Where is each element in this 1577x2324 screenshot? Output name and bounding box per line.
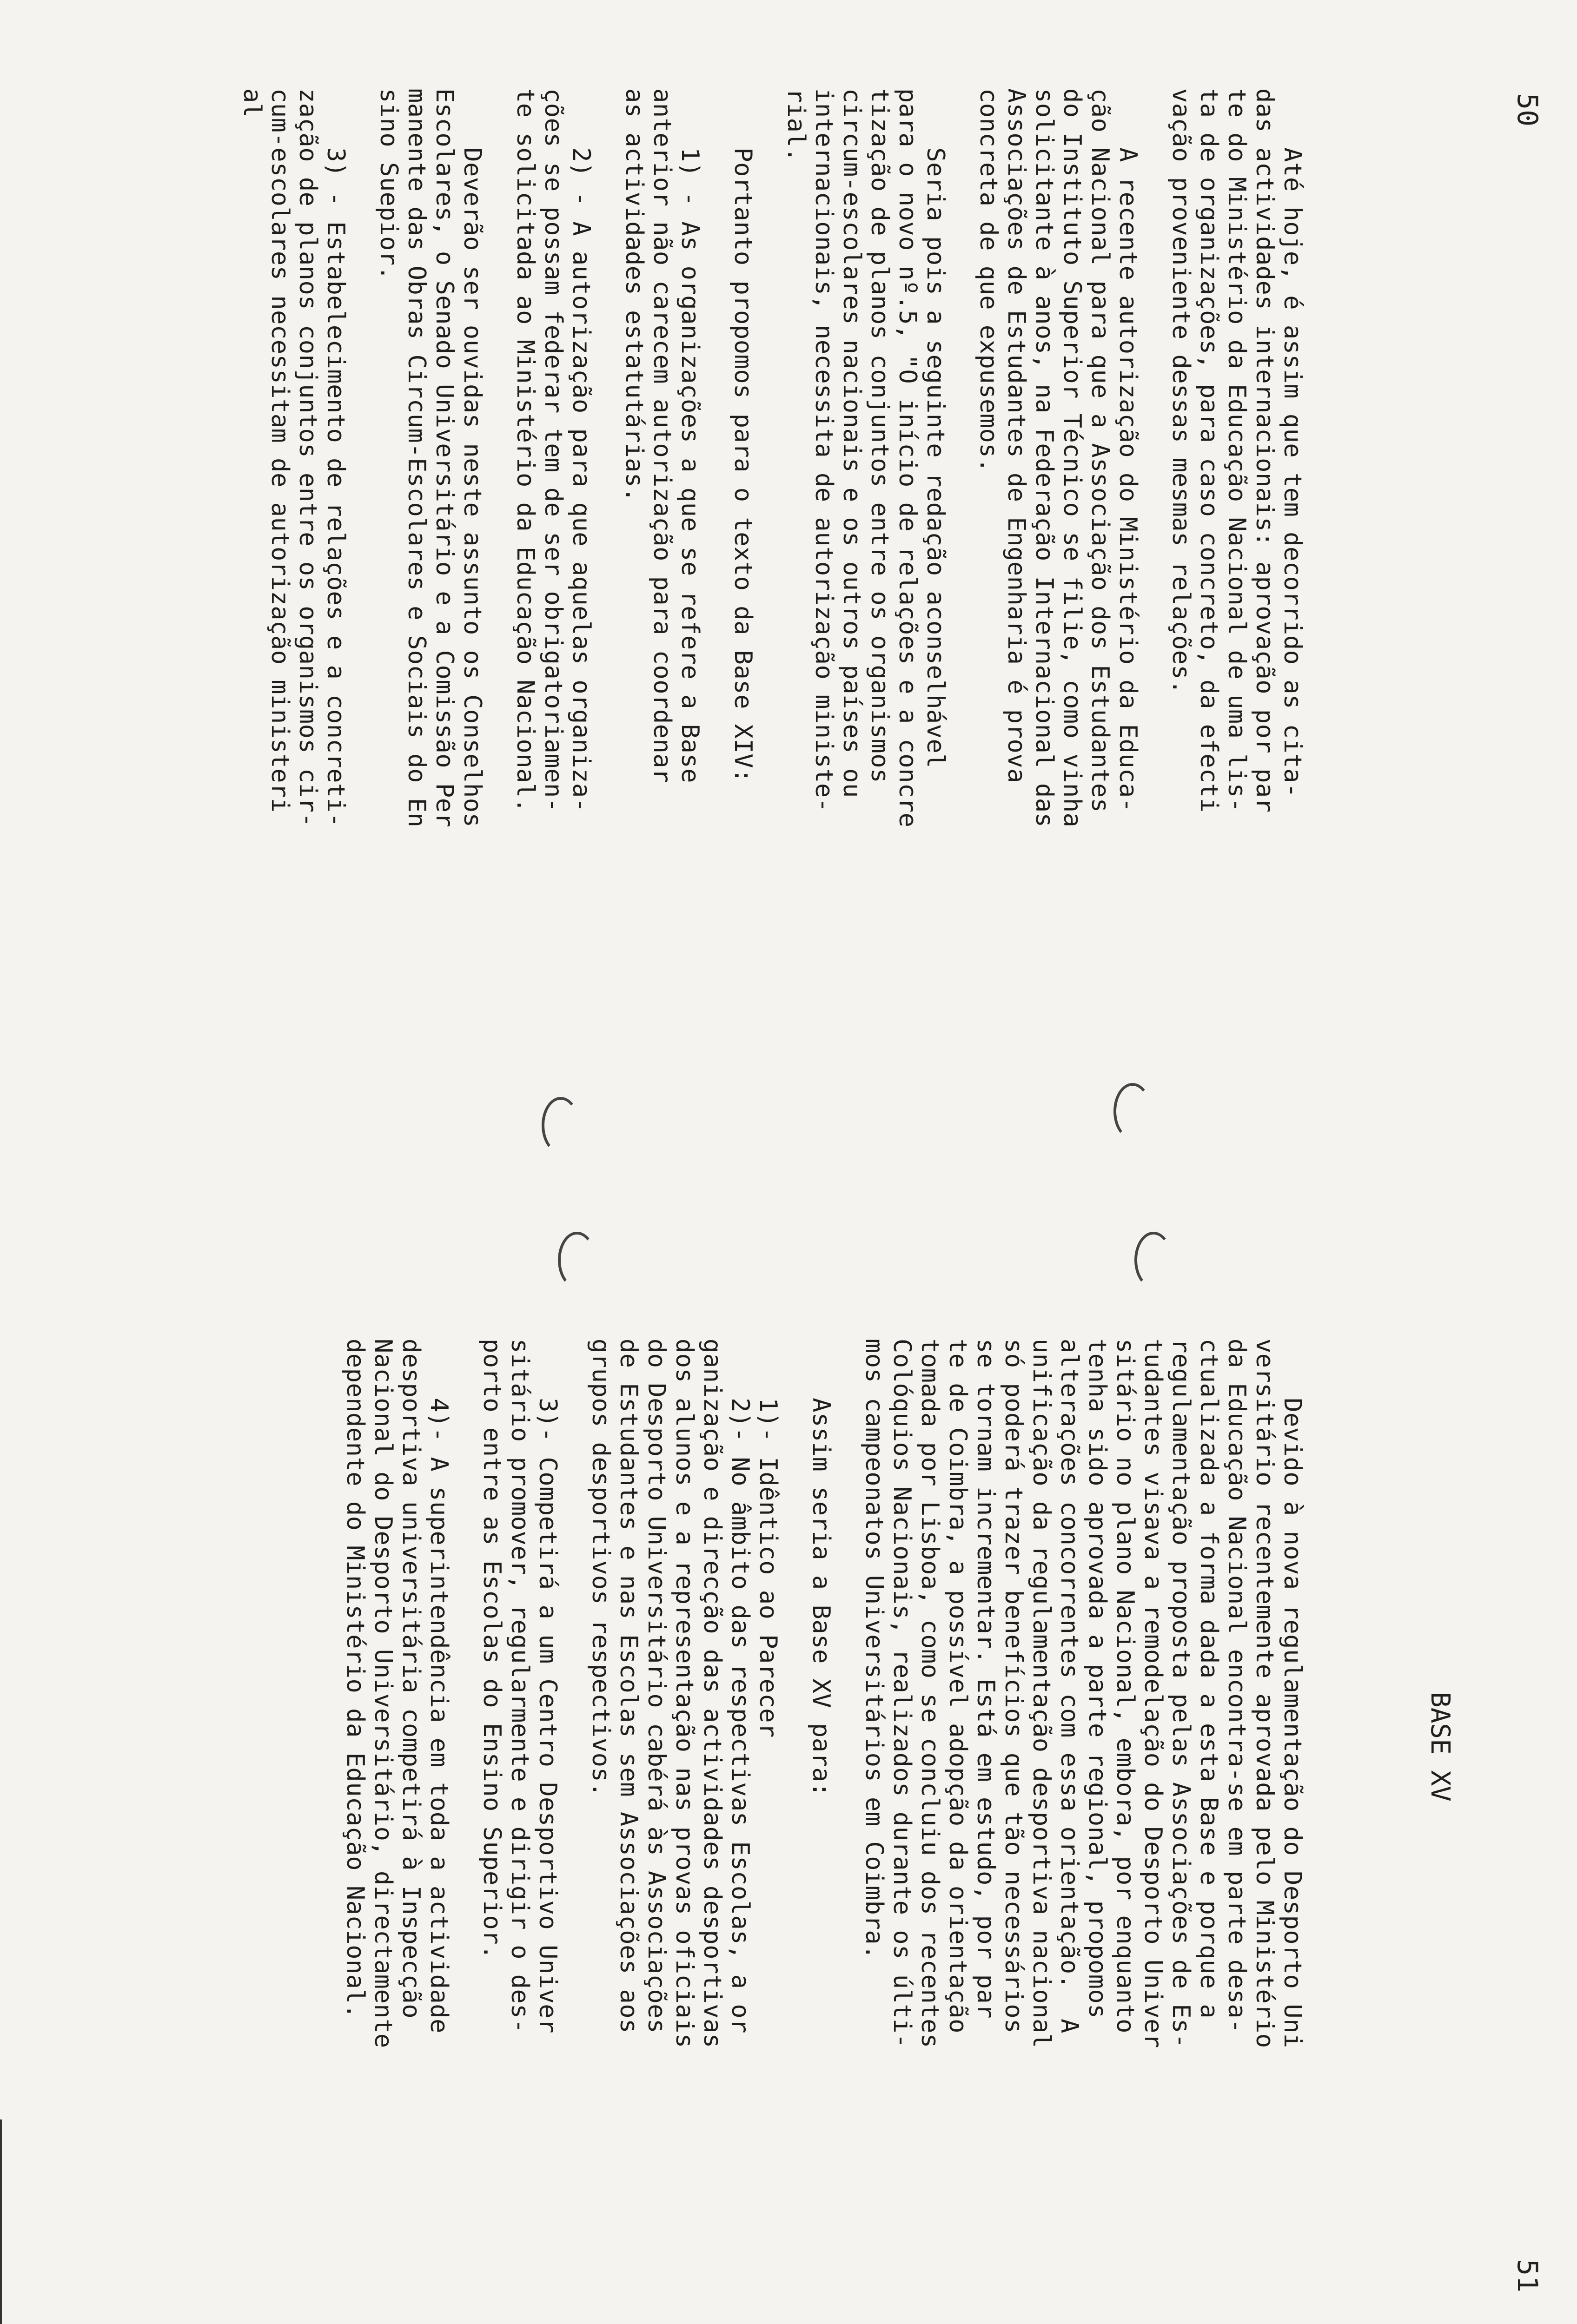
punch-hole-mark — [1134, 1232, 1173, 1288]
paragraph-gap — [562, 1339, 587, 2048]
text-line: ção Nacional para que a Associação dos Estudantes — [1086, 88, 1114, 813]
text-line: 2) - A autorização para que aquelas organiza- — [567, 88, 595, 813]
text-line: te solicitada ao Ministério da Educação Nacional. — [511, 88, 539, 813]
page-number: 50 — [1511, 93, 1544, 127]
text-line: vação proveniente dessas mesmas relações. — [1167, 88, 1195, 695]
text-line: al — [238, 88, 266, 118]
text-line: circum-escolares nacionais e os outros países ou — [838, 88, 866, 798]
text-line: te do Ministério da Educação Nacional de uma lis- — [1223, 88, 1251, 813]
text-line: Colóquios Nacionais, realizados durante os últi- — [888, 1339, 916, 2048]
text-line: tomada por Lisboa, como se concluiu dos recentes — [916, 1339, 944, 2048]
section-heading: BASE XV — [1425, 1692, 1455, 1802]
text-line: A recente autorização do Ministério da Educa- — [1114, 88, 1142, 813]
text-line: dos alunos e a representação nas provas oficiais — [670, 1339, 698, 2048]
text-line: concreta de que expusemos. — [974, 88, 1002, 473]
paragraph-gap — [835, 1339, 860, 2048]
paragraph-gap — [350, 88, 375, 827]
text-line: tização de planos conjuntos entre os organismos — [866, 88, 894, 783]
text-line: zação de planos conjuntos entre os organismos cir- — [294, 88, 322, 828]
text-line: Associações de Estudantes de Engenharia é prova — [1002, 88, 1030, 783]
text-line: Devido à nova regulamentação do Desporto Uni — [1279, 1339, 1306, 2048]
text-line: anterior não carecem autorização para coordenar — [648, 88, 676, 783]
text-line: sino Suepior. — [375, 88, 403, 281]
paragraph-gap — [757, 88, 782, 827]
text-line: internacionais, necessita de autorização ministe- — [810, 88, 838, 813]
text-line: para o novo nº.5, "O início de relações e a concre — [894, 88, 921, 828]
text-line: as actividades estatutárias. — [620, 88, 648, 502]
text-line: porto entre as Escolas do Ensino Superior. — [478, 1339, 506, 1960]
punch-hole-mark — [542, 1097, 580, 1154]
text-line: sitário no plano Nacional, embora, por enquanto — [1111, 1339, 1139, 2034]
page-number: 51 — [1511, 2259, 1544, 2293]
paragraph-gap — [486, 88, 511, 827]
text-line: das actividades internacionais: aprovação por par — [1251, 88, 1279, 813]
text-line: ta de organizações, para caso concreto, da efecti — [1195, 88, 1223, 813]
text-line: se tornam incrementar. Está em estudo, por par — [972, 1339, 1000, 2019]
punch-hole-mark — [1113, 1083, 1152, 1140]
paragraph-gap — [595, 88, 620, 827]
text-line: 4)- A superintendência em toda a actividade — [425, 1339, 453, 2034]
text-line: regulamentação proposta pelas Associações de Es- — [1167, 1339, 1195, 2048]
text-line: do Instituto Superior Técnico se filie, como vinha — [1058, 88, 1086, 828]
text-line: só poderá trazer benefícios que tão necessários — [1000, 1339, 1027, 2034]
left-page-paragraphs — [238, 88, 1306, 827]
text-line: ganização e direcção das actividades desportivas — [698, 1339, 726, 2048]
paragraph-gap — [949, 88, 974, 827]
text-line: sitário promover, regularmente e dirigir o des- — [506, 1339, 534, 2034]
left-page-body — [182, 88, 1362, 827]
text-line: ções se possam federar tem de ser obrigatoriamen- — [539, 88, 567, 813]
paragraph-gap — [704, 88, 729, 827]
text-line: Portanto propomos para o texto da Base XIV: — [729, 88, 757, 783]
text-line: da Educação Nacional encontra-se em parte desa- — [1223, 1339, 1251, 2034]
text-line: alterações concorrentes com essa orientação. A — [1055, 1339, 1083, 2034]
text-line: do Desporto Universitário cabérá às Associações — [643, 1339, 670, 2034]
text-line: solicitante à anos, na Federação Internacional das — [1030, 88, 1058, 828]
text-line: 3) - Estabelecimento de relações e a concreti- — [322, 88, 350, 828]
text-line: de Estudantes e nas Escolas sem Associações aos — [615, 1339, 643, 2034]
text-line: Assim seria a Base XV para: — [807, 1339, 835, 1797]
right-page-body — [285, 1339, 1362, 2048]
text-line: dependente do Ministério da Educação Nacional. — [341, 1339, 369, 2019]
paragraph-gap — [453, 1339, 478, 2048]
text-line: 1)- Idêntico ao Parecer — [754, 1339, 782, 1738]
paragraph-gap — [782, 1339, 807, 2048]
text-line: 1) - As organizações a que se refere a Base — [676, 88, 704, 783]
text-line: tenha sido aprovada a parte regional, propomos — [1083, 1339, 1111, 2019]
paragraph-gap — [1142, 88, 1167, 827]
text-line: tudantes visava a remodelação do Desporto Univer — [1139, 1339, 1167, 2048]
text-line: cum-escolares necessitam de autorização ministeri — [266, 88, 294, 813]
text-line: rial. — [782, 88, 810, 163]
text-line: Nacional do Desporto Universitário, directamente — [369, 1339, 397, 2048]
text-line: 3)- Competirá a um Centro Desportivo Univer — [534, 1339, 562, 2034]
text-line: desportiva universitária competirá à Inspecção — [397, 1339, 425, 2019]
text-line: te de Coimbra, a possível adopção da orientação — [944, 1339, 972, 2034]
text-line: manente das Obras Circum-Escolares e Sociais do En — [403, 88, 431, 828]
text-line: Deverão ser ouvidas neste assunto os Conselhos — [458, 88, 486, 828]
text-line: Escolares, o Senado Universitário e a Comissão Per — [431, 88, 458, 828]
text-line: versitário recentemente aprovada pelo Ministério — [1251, 1339, 1279, 2048]
text-line: unificação da regulamentação desportiva nacional — [1027, 1339, 1055, 2048]
text-line: mos campeonatos Universitários em Coimbra. — [860, 1339, 888, 1960]
right-page-paragraphs — [341, 1339, 1306, 2048]
text-line: 2)- No âmbito das respectivas Escolas, a or — [726, 1339, 754, 2034]
text-line: Seria pois a seguinte redação aconselhável — [921, 88, 949, 769]
text-line: ctualizada a forma dada a esta Base e porque a — [1195, 1339, 1223, 2019]
punch-hole-mark — [558, 1232, 596, 1288]
text-line: grupos desportivos respectivos. — [587, 1339, 615, 1797]
text-line: Até hoje, é assim que tem decorrido as cita- — [1279, 88, 1306, 798]
